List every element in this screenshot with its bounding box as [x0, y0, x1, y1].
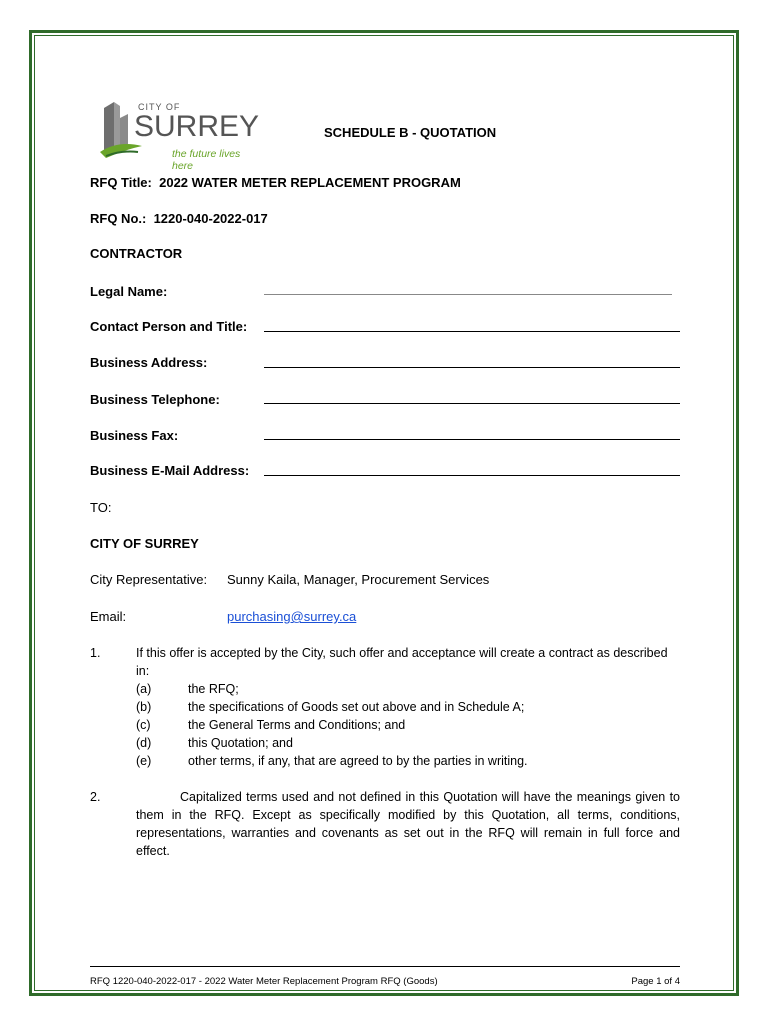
clause-1-item-text: the specifications of Goods set out above and in Schedule A;	[188, 700, 525, 714]
rfq-number-row	[90, 211, 268, 226]
business-address-label: Business Address:	[90, 355, 208, 370]
legal-name-label: Legal Name:	[90, 284, 168, 299]
city-heading: CITY OF SURREY	[90, 536, 199, 551]
clause-1-item-letter: (a)	[136, 682, 152, 696]
rfq-title-label: RFQ Title:	[90, 175, 152, 190]
business-fax-field[interactable]	[264, 439, 680, 440]
rfq-title-value: 2022 WATER METER REPLACEMENT PROGRAM	[159, 175, 461, 190]
footer-page-number: Page 1 of 4	[631, 976, 680, 987]
footer-divider	[90, 966, 680, 967]
logo-city-of: CITY OF	[138, 102, 181, 112]
clause-2-number: 2.	[90, 790, 101, 804]
clause-1-item-text: other terms, if any, that are agreed to by the parties in writing.	[188, 754, 528, 768]
logo-tagline: the future lives here	[172, 148, 241, 172]
contact-person-label: Contact Person and Title:	[90, 319, 248, 334]
business-address-field[interactable]	[264, 367, 680, 368]
logo-surrey-wordmark: SURREY	[134, 110, 260, 143]
business-email-field[interactable]	[264, 475, 680, 476]
clause-1-item-text: the General Terms and Conditions; and	[188, 718, 406, 732]
clause-1-item-letter: (d)	[136, 736, 152, 750]
footer-document-reference: RFQ 1220-040-2022-017 - 2022 Water Meter Replacement Program RFQ (Goods)	[90, 976, 438, 987]
rfq-title-row	[90, 175, 461, 190]
business-email-label: Business E-Mail Address:	[90, 463, 250, 478]
clause-1-item-text: this Quotation; and	[188, 736, 293, 750]
business-fax-label: Business Fax:	[90, 428, 179, 443]
email-link[interactable]: purchasing@surrey.ca	[227, 609, 357, 624]
clause-1-item-letter: (e)	[136, 754, 152, 768]
clause-1-item-text: the RFQ;	[188, 682, 239, 696]
surrey-logo	[98, 100, 260, 172]
clause-1-item-letter: (c)	[136, 718, 151, 732]
contact-person-field[interactable]	[264, 331, 680, 332]
to-label: TO:	[90, 500, 112, 515]
page-title: SCHEDULE B - QUOTATION	[324, 125, 497, 140]
clause-1-item-letter: (b)	[136, 700, 152, 714]
business-telephone-field[interactable]	[264, 403, 680, 404]
clause-1-number: 1.	[90, 646, 101, 660]
clause-1-text: If this offer is accepted by the City, such offer and acceptance will create a contract as described in:	[136, 646, 668, 678]
contractor-heading: CONTRACTOR	[90, 246, 183, 261]
city-rep-value: Sunny Kaila, Manager, Procurement Services	[227, 572, 490, 587]
clause-2-text: Capitalized terms used and not defined in this Quotation will have the meanings given to them in the RFQ. Except as specifically modified by this Quotation, all terms, conditions, representations, warranties and covenants as set out in the RFQ will remain in full force and effect.	[136, 790, 680, 858]
legal-name-field[interactable]	[264, 294, 672, 295]
rfq-number-label: RFQ No.:	[90, 211, 147, 226]
email-label: Email:	[90, 609, 127, 624]
rfq-number-value: 1220-040-2022-017	[153, 211, 268, 226]
business-telephone-label: Business Telephone:	[90, 392, 220, 407]
city-rep-label: City Representative:	[90, 572, 208, 587]
